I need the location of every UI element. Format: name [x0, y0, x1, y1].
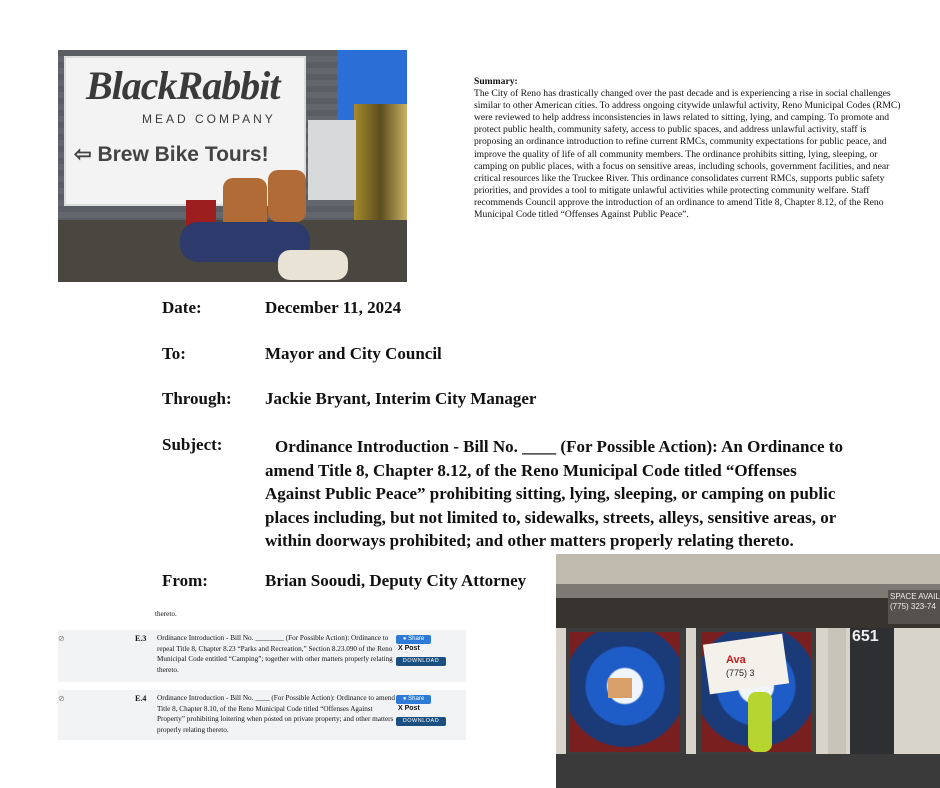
agenda-item	[58, 630, 466, 682]
to-value: Mayor and City Council	[265, 344, 442, 363]
link-icon[interactable]: ⊘	[58, 634, 65, 643]
summary-block	[474, 76, 906, 221]
sign-phone: (775) 3	[726, 668, 755, 678]
agenda-item-number: E.3	[135, 634, 147, 643]
facebook-icon: ●	[402, 696, 409, 702]
agenda-snippet	[0, 596, 470, 766]
shadow-band	[556, 598, 940, 628]
x-post-button[interactable]: X Post	[398, 645, 420, 652]
share-label: Share	[408, 636, 425, 642]
brand-sub: MEAD COMPANY	[142, 112, 276, 126]
tour-sign	[74, 142, 269, 167]
summary-heading: Summary:	[474, 76, 518, 87]
awning	[556, 584, 940, 598]
agenda-item-number: E.4	[135, 694, 147, 703]
tour-sign-text: Brew Bike Tours!	[97, 143, 269, 166]
date-label: Date:	[162, 298, 202, 317]
window	[850, 628, 894, 754]
agenda-fragment: thereto.	[155, 610, 177, 618]
share-label: Share	[408, 696, 425, 702]
photo-storefront-mural	[556, 554, 940, 788]
agenda-item-text: Ordinance Introduction - Bill No. ________ (For Possible Action): Ordinance to repeal Title 8, Chapter 8.23 “Parks and Recreation,” Section 8.23.090 of the Reno Municipal Code entitled “Camping”; together with other matters properly relating thereto.	[157, 634, 393, 674]
x-post-button[interactable]: X Post	[398, 705, 420, 712]
summary-body: The City of Reno has drastically changed over the past decade and is experiencing a rise in social challenges similar to other American cities. To address ongoing citywide unlawful activity, Reno Municipal Codes (RMC) were reviewed to help address inconsistencies in laws related to sitting, lying, and camping. To promote and protect public health, community safety, access to public spaces, and address unlawful activity, staff is proposing an ordinance introduction to refine current RMCs, community expectations for public peace, and improve the quality of life of all community members. The ordinance prohibits sitting, lying, sleeping, or camping on public places, with a focus on sensitive areas, including schools, government facilities, and near critical resources like the Truckee River. This ordinance consolidates current RMCs, supports public safety priorities, and provides a tool to mitigate unlawful activities while protecting community welfare. Staff recommends Council approve the introduction of an ordinance to amend Title 8, Chapter 8.12, of the Reno Municipal Code titled “Offenses Against Public Peace”.	[474, 88, 901, 221]
to-label: To:	[162, 344, 186, 363]
paint-patch	[608, 678, 632, 698]
from-value: Brian Sooudi, Deputy City Attorney	[265, 571, 527, 590]
share-button[interactable]	[396, 695, 431, 704]
person-safety-vest	[748, 692, 772, 752]
electrical-box	[308, 120, 356, 200]
share-button[interactable]	[396, 635, 431, 644]
date-value: December 11, 2024	[265, 298, 402, 317]
sign-text: Ava	[726, 654, 746, 666]
barrel	[268, 170, 306, 222]
building-number: 651	[852, 628, 879, 645]
agenda-item	[58, 690, 466, 740]
agenda-item-text: Ordinance Introduction - Bill No. ____ (For Possible Action): Ordinance to amend Title 8, Chapter 8.10, of the Reno Municipal Code titled “Offenses Against Property” prohibiting loitering when posted on private property; and other matters properly relating thereto.	[157, 694, 395, 734]
sidewalk	[556, 754, 940, 788]
from-label: From:	[162, 571, 208, 590]
arrow-left-icon: ⇦	[74, 143, 98, 166]
subject-label: Subject:	[162, 435, 223, 454]
through-label: Through:	[162, 389, 232, 408]
space-available-sign: SPACE AVAIL (775) 323-74	[888, 590, 940, 624]
blanket	[278, 250, 348, 280]
link-icon[interactable]: ⊘	[58, 694, 65, 703]
facebook-icon: ●	[402, 636, 409, 642]
through-value: Jackie Bryant, Interim City Manager	[265, 389, 537, 408]
building-facade	[556, 554, 940, 584]
wall-mural	[354, 104, 407, 224]
download-button[interactable]: DOWNLOAD	[396, 657, 446, 666]
subject-value: Ordinance Introduction - Bill No. ____ (For Possible Action): An Ordinance to amend Title 8, Chapter 8.12, of the Reno Municipal Code titled “Offenses Against Public Peace” prohibiting sitting, lying, sleeping, or camping on public places including, but not limited to, sidewalks, streets, alleys, sensitive areas, or within doorways prohibited; and other matters properly relating thereto.	[265, 437, 843, 550]
pillar	[828, 628, 846, 754]
brand-name: BlackRabbit	[86, 63, 280, 108]
photo-mead-company-storefront	[58, 50, 407, 282]
download-button[interactable]: DOWNLOAD	[396, 717, 446, 726]
